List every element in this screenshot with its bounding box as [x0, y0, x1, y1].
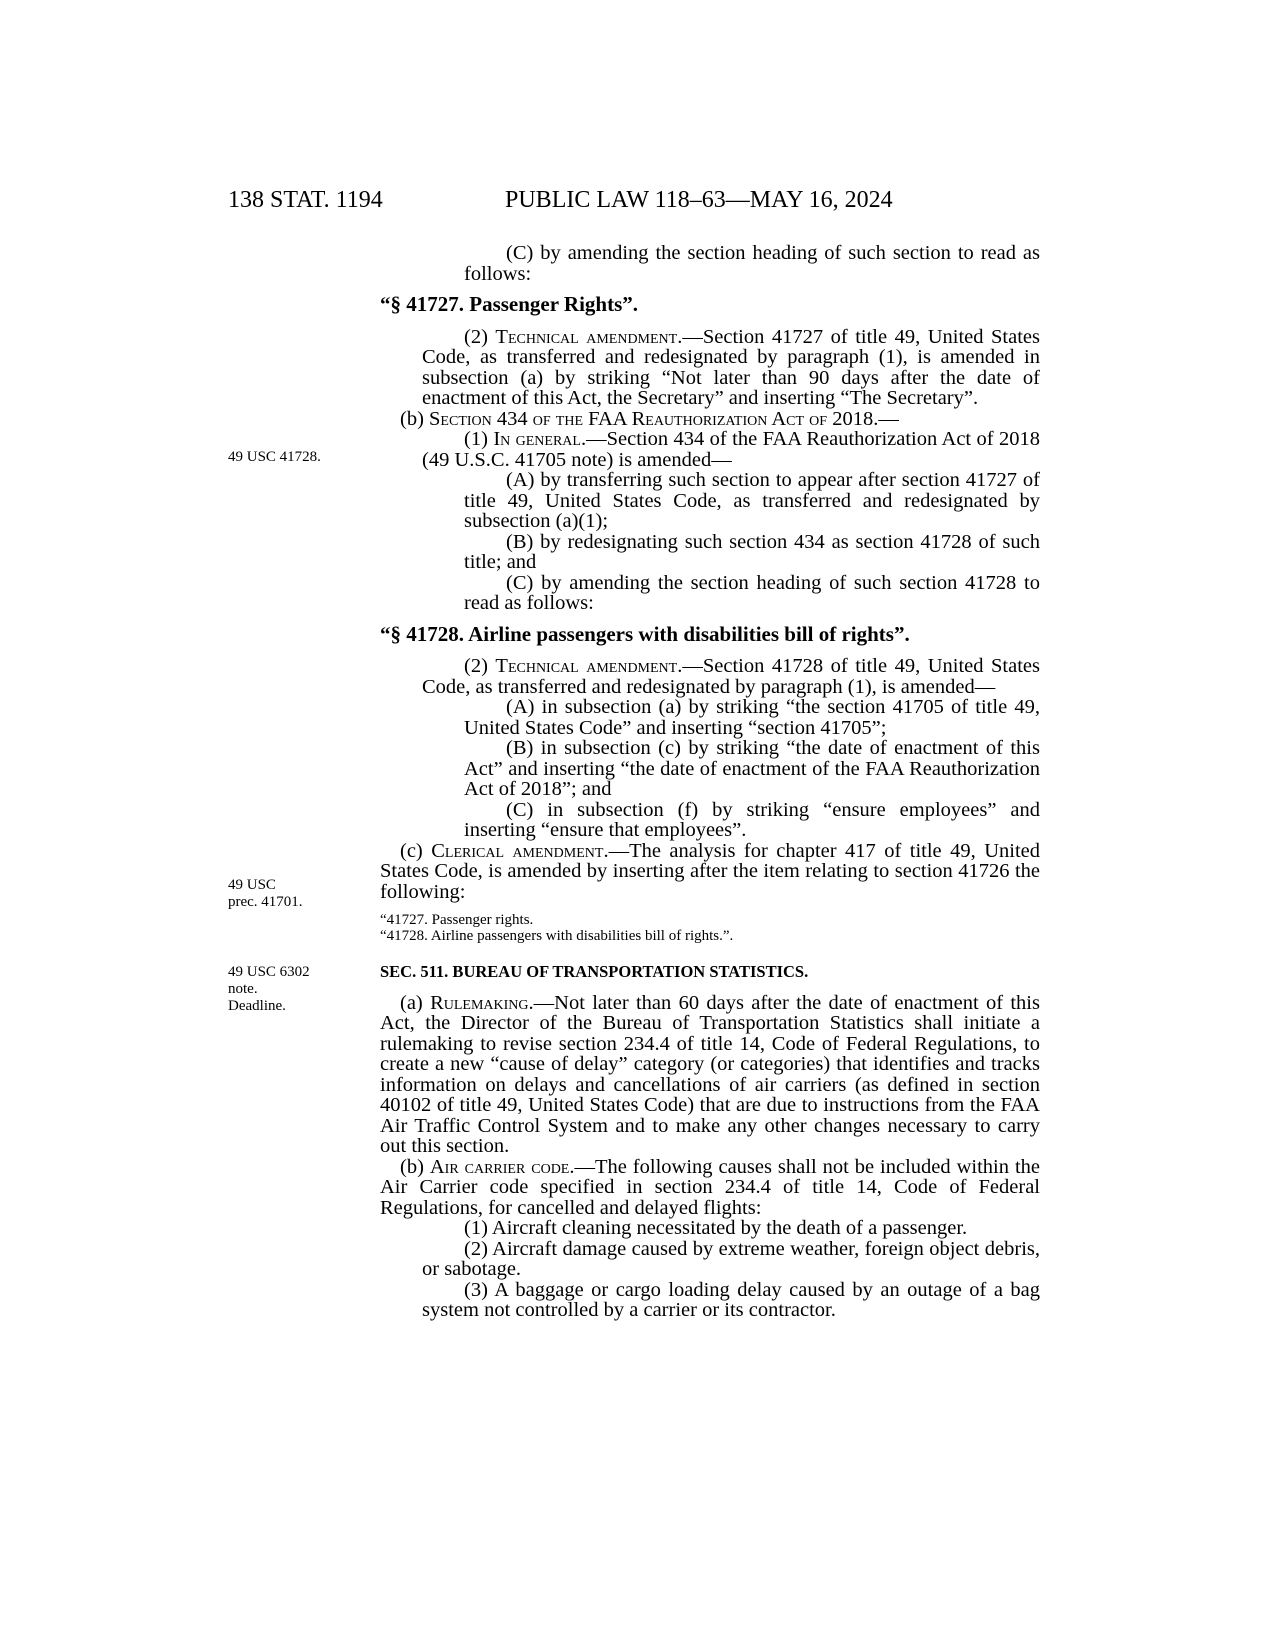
running-header: PUBLIC LAW 118–63—MAY 16, 2024 [505, 187, 893, 213]
margin-note-49usc41728 [228, 449, 368, 466]
page-reference: 138 STAT. 1194 [228, 187, 383, 213]
margin-note-line: Deadline. [228, 998, 286, 1014]
section-heading-41728: “§ 41728. Airline passengers with disabilities bill of rights”. [380, 621, 910, 646]
toc-item: “41727. Passenger rights. [380, 912, 534, 928]
margin-note-prec41701 [228, 877, 368, 911]
cause-item-1: (1) Aircraft cleaning necessitated by the death of a passenger. [464, 1217, 968, 1239]
subparagraph-b-redesignate: (B) by redesignating such section 434 as section 41728 of such title; and [464, 530, 1040, 573]
table-of-contents-insert [380, 912, 1040, 944]
subsection-b-section-434: (b) Section 434 of the FAA Reauthorization Act of 2018.— [400, 407, 899, 430]
subsection-a-rulemaking: (a) Rulemaking.—Not later than 60 days after the date of enactment of this Act, the Director of the Bureau of Transportation Statistics shall initiate a rulemaking to revise section 234.4 of title 14, Code of Federal Regulations, to create a new “cause of delay” category (or categories) that identifies and tracks information on delays and cancellations of air carriers (as defined in section 40102 of title 49, United States Code) that are due to instructions from the FAA Air Traffic Control System and to make any other changes necessary to carry out this section. [380, 991, 1040, 1157]
margin-note-line: 49 USC [228, 877, 276, 893]
subparagraph-a-transfer: (A) by transferring such section to appear after section 41727 of title 49, United States Code, as transferred and redesignated by subsection (a)(1); [464, 469, 1040, 532]
paragraph-technical-amendment-41727: (2) Technical amendment.—Section 41727 of title 49, United States Code, as transferred and redesignated by paragraph (1), is amended in subsection (a) by striking “Not later than 90 days after the date of enactment of this Act, the Secretary” and inserting “The Secretary”. [422, 325, 1041, 409]
margin-note-line: 49 USC 41728. [228, 449, 321, 465]
margin-note-line: 49 USC 6302 [228, 964, 310, 980]
margin-note-line: prec. 41701. [228, 894, 303, 910]
section-511-heading: SEC. 511. BUREAU OF TRANSPORTATION STATISTICS. [380, 962, 809, 981]
subsection-c-clerical-amendment: (c) Clerical amendment.—The analysis for chapter 417 of title 49, United States Code, is amended by inserting after the item relating to section 41726 the following: [380, 839, 1040, 903]
document-body [380, 243, 1040, 1321]
subparagraph-b-subsection-c: (B) in subsection (c) by striking “the date of enactment of this Act” and inserting “the date of enactment of the FAA Reauthorization Act of 2018”; and [464, 737, 1040, 800]
subsection-b-air-carrier-code: (b) Air carrier code.—The following causes shall not be included within the Air Carrier code specified in section 234.4 of title 14, Code of Federal Regulations, for cancelled and delayed flights: [380, 1155, 1040, 1219]
paragraph-in-general: (1) In general.—Section 434 of the FAA Reauthorization Act of 2018 (49 U.S.C. 41705 note) is amended— [422, 428, 1041, 471]
toc-item: “41728. Airline passengers with disabilities bill of rights.”. [380, 928, 734, 944]
margin-note-line: note. [228, 981, 258, 997]
subparagraph-c-subsection-f: (C) in subsection (f) by striking “ensure employees” and inserting “ensure that employees”. [464, 798, 1040, 841]
cause-item-2: (2) Aircraft damage caused by extreme weather, foreign object debris, or sabotage. [422, 1237, 1040, 1280]
margin-note-6302 [228, 964, 368, 1015]
paragraph-c-heading-amend: (C) by amending the section heading of such section to read as follows: [464, 242, 1040, 285]
paragraph-technical-amendment-41728: (2) Technical amendment.—Section 41728 of title 49, United States Code, as transferred and redesignated by paragraph (1), is amended— [422, 655, 1041, 698]
cause-item-3: (3) A baggage or cargo loading delay caused by an outage of a bag system not controlled by a carrier or its contractor. [422, 1278, 1040, 1321]
section-heading-41727: “§ 41727. Passenger Rights”. [380, 292, 639, 316]
subparagraph-c-heading: (C) by amending the section heading of such section 41728 to read as follows: [464, 571, 1040, 614]
subparagraph-a-subsection-a: (A) in subsection (a) by striking “the section 41705 of title 49, United States Code” and inserting “section 41705”; [464, 696, 1040, 739]
